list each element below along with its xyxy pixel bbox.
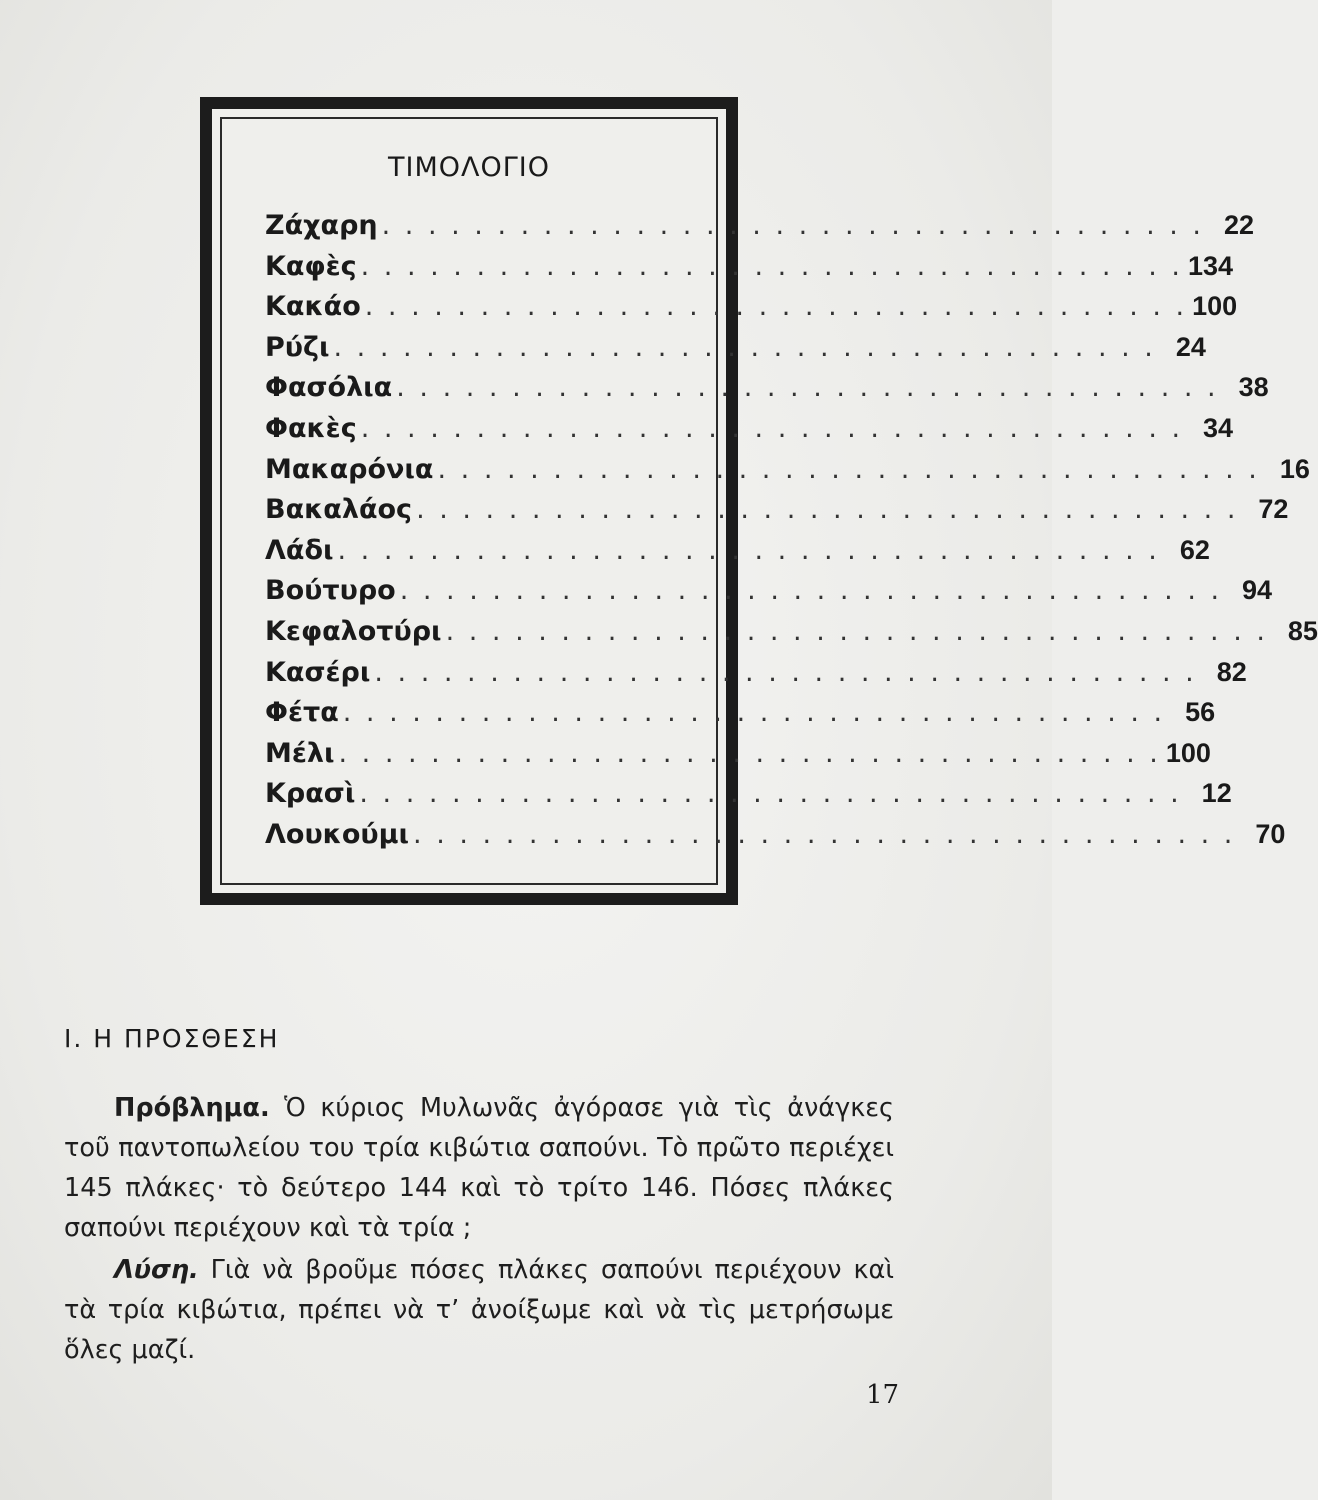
item-price: 16 <box>1279 453 1310 484</box>
leader-dots: . . . . . . . . . . . . . . . . . . . . . . . . . . . . . . . . . . . . <box>396 372 1219 404</box>
item-price: 24 <box>1175 331 1206 362</box>
leader-dots: . . . . . . . . . . . . . . . . . . . . . . . . . . . . . . . . . . . . <box>374 656 1197 688</box>
solution-paragraph <box>64 1250 894 1370</box>
item-price: 72 <box>1258 494 1289 525</box>
item-price: 134 <box>1187 250 1233 281</box>
item-price: 56 <box>1185 697 1216 728</box>
item-name: Φακὲς <box>265 412 357 444</box>
item-name: Μέλι <box>265 737 335 769</box>
item-name: Κεφαλοτύρι <box>265 615 442 647</box>
solution-label: Λύση. <box>114 1255 199 1285</box>
price-list-row <box>265 656 1247 698</box>
leader-dots: . . . . . . . . . . . . . . . . . . . . . . . . . . . . . . . . . . . . <box>338 737 1161 769</box>
price-list-box <box>200 97 1318 905</box>
price-list-row <box>265 534 1210 576</box>
item-name: Λάδι <box>265 534 334 566</box>
price-list <box>265 210 1318 860</box>
item-price: 94 <box>1242 575 1273 606</box>
leader-dots: . . . . . . . . . . . . . . . . . . . . . . . . . . . . . . . . . . . . <box>337 534 1160 566</box>
item-price: 85 <box>1287 615 1318 646</box>
leader-dots: . . . . . . . . . . . . . . . . . . . . . . . . . . . . . . . . . . . . <box>416 494 1239 526</box>
problem-label: Πρόβλημα. <box>114 1093 270 1123</box>
item-price: 100 <box>1192 291 1238 322</box>
price-list-row <box>265 331 1206 373</box>
price-list-row <box>265 372 1269 413</box>
problem-text: Ὁ κύριος Μυλωνᾶς ἀγόρασε γιὰ τὶς ἀνάγκες τοῦ παντοπωλείου του τρία κιβώτια σαπούνι. Τὸ πρῶτο περιέχει 145 πλάκες· τὸ δεύτερο 144 καὶ τὸ τρίτο 146. Πόσες πλάκες σαπούνι περιέχουν καὶ τὰ τρία ; <box>64 1093 894 1243</box>
item-name: Κασέρι <box>265 656 371 688</box>
leader-dots: . . . . . . . . . . . . . . . . . . . . . . . . . . . . . . . . . . . . <box>360 250 1183 282</box>
leader-dots: . . . . . . . . . . . . . . . . . . . . . . . . . . . . . . . . . . . . <box>342 697 1166 729</box>
leader-dots: . . . . . . . . . . . . . . . . . . . . . . . . . . . . . . . . . . . . <box>360 412 1184 444</box>
price-list-row <box>265 291 1238 332</box>
item-price: 70 <box>1255 818 1286 849</box>
price-list-row <box>265 453 1310 495</box>
item-name: Κακάο <box>265 291 361 323</box>
leader-dots: . . . . . . . . . . . . . . . . . . . . . . . . . . . . . . . . . . . . <box>445 615 1268 647</box>
item-price: 62 <box>1179 534 1210 565</box>
price-list-row <box>265 778 1232 819</box>
leader-dots: . . . . . . . . . . . . . . . . . . . . . . . . . . . . . . . . . . . . <box>359 778 1182 810</box>
leader-dots: . . . . . . . . . . . . . . . . . . . . . . . . . . . . . . . . . . . . <box>437 453 1260 485</box>
item-name: Φασόλια <box>265 372 393 404</box>
price-list-title: ΤΙΜΟΛΟΓΙΟ <box>388 152 550 183</box>
page-number: 17 <box>866 1380 900 1410</box>
item-name: Λουκούμι <box>265 818 410 850</box>
item-price: 22 <box>1223 210 1254 240</box>
section-heading: Ι. Η ΠΡΟΣΘΕΣΗ <box>64 1024 280 1053</box>
price-list-row <box>265 737 1211 779</box>
leader-dots: . . . . . . . . . . . . . . . . . . . . . . . . . . . . . . . . . . . . <box>399 575 1223 607</box>
item-price: 100 <box>1165 737 1211 768</box>
price-list-row <box>265 818 1286 860</box>
problem-paragraph <box>64 1088 894 1248</box>
price-list-row <box>265 575 1273 616</box>
item-name: Μακαρόνια <box>265 453 434 485</box>
leader-dots: . . . . . . . . . . . . . . . . . . . . . . . . . . . . . . . . . . . . <box>381 210 1204 241</box>
item-price: 34 <box>1203 412 1234 443</box>
item-name: Καφὲς <box>265 250 357 282</box>
item-name: Ζάχαρη <box>265 210 378 241</box>
price-list-inner <box>212 109 1318 893</box>
solution-text: Γιὰ νὰ βροῦμε πόσες πλάκες σαπούνι περιέχουν καὶ τὰ τρία κιβώτια, πρέπει νὰ τ’ ἀνοίξωμε καὶ νὰ τὶς μετρήσωμε ὅλες μαζί. <box>64 1255 894 1365</box>
price-list-row <box>265 412 1234 454</box>
item-price: 82 <box>1216 656 1247 687</box>
item-name: Ρύζι <box>265 331 330 363</box>
item-name: Βακαλάος <box>265 494 413 526</box>
leader-dots: . . . . . . . . . . . . . . . . . . . . . . . . . . . . . . . . . . . . <box>364 291 1188 323</box>
price-list-row <box>265 697 1216 738</box>
item-name: Βούτυρο <box>265 575 396 607</box>
item-price: 12 <box>1201 778 1232 809</box>
price-list-row <box>265 494 1289 535</box>
item-price: 38 <box>1238 372 1269 403</box>
price-list-row <box>265 615 1318 657</box>
price-list-row <box>265 250 1233 292</box>
price-list-row <box>265 210 1254 251</box>
leader-dots: . . . . . . . . . . . . . . . . . . . . . . . . . . . . . . . . . . . . <box>333 331 1156 363</box>
item-name: Φέτα <box>265 697 339 729</box>
leader-dots: . . . . . . . . . . . . . . . . . . . . . . . . . . . . . . . . . . . . <box>413 818 1236 850</box>
item-name: Κρασὶ <box>265 778 356 810</box>
